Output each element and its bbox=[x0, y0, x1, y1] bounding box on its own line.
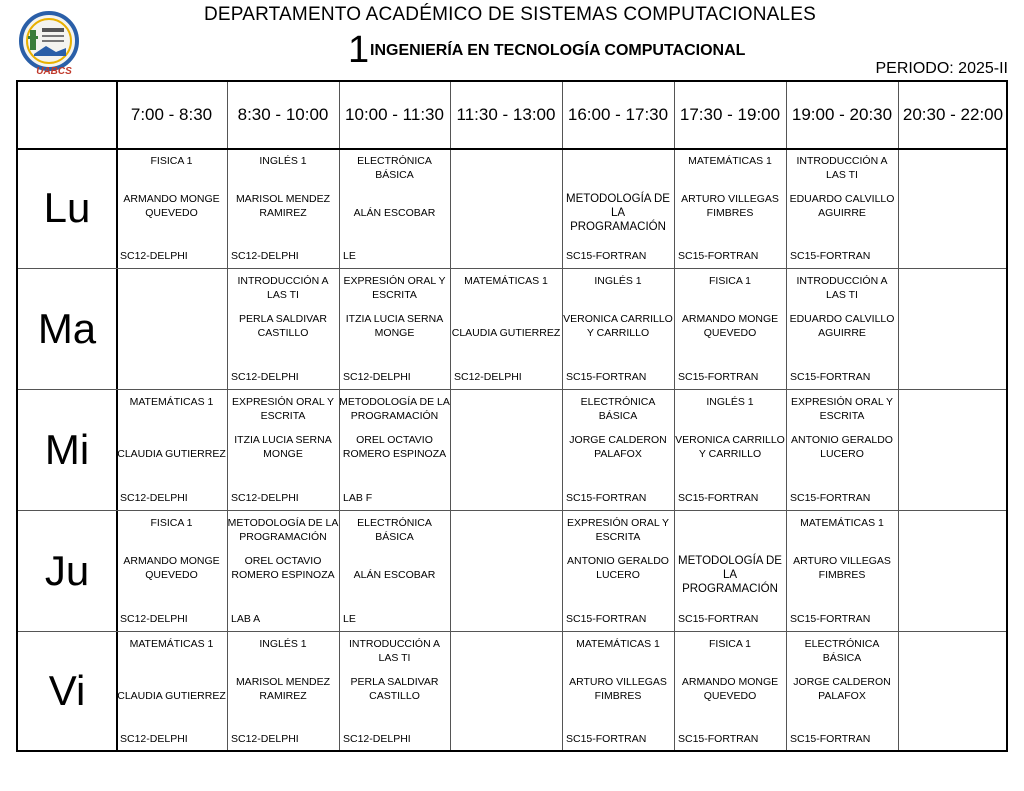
room-label: SC12-DELPHI bbox=[120, 733, 188, 745]
subject-name: INGLÉS 1 bbox=[259, 155, 307, 167]
teacher-name: ARMANDO MONGE QUEVEDO bbox=[123, 555, 220, 581]
teacher-name: ARMANDO MONGE QUEVEDO bbox=[123, 193, 220, 219]
room-label: SC15-FORTRAN bbox=[678, 613, 759, 625]
subject-name: EXPRESIÓN ORAL Y ESCRITA bbox=[790, 396, 894, 422]
subject-name: FISICA 1 bbox=[708, 638, 751, 650]
schedule-cell bbox=[450, 148, 562, 268]
teacher-name: CLAUDIA GUTIERREZ bbox=[451, 327, 561, 339]
schedule-cell bbox=[450, 389, 562, 510]
teacher-name: ITZIA LUCIA SERNA MONGE bbox=[345, 313, 444, 339]
schedule-cell bbox=[339, 510, 450, 631]
day-label: Vi bbox=[48, 667, 86, 714]
teacher-name: METODOLOGÍA DE LA PROGRAMACIÓN bbox=[566, 193, 670, 233]
schedule-table bbox=[16, 80, 1008, 752]
teacher-name: OREL OCTAVIO ROMERO ESPINOZA bbox=[231, 555, 335, 581]
room-label: SC15-FORTRAN bbox=[566, 733, 647, 745]
time-slot-header: 11:30 - 13:00 bbox=[456, 105, 556, 124]
room-label: LE bbox=[343, 613, 356, 625]
time-slot-header: 16:00 - 17:30 bbox=[567, 105, 669, 124]
teacher-name: ARTURO VILLEGAS FIMBRES bbox=[681, 193, 779, 219]
subject-name: METODOLOGÍA DE LA PROGRAMACIÓN bbox=[339, 396, 450, 422]
teacher-name: EDUARDO CALVILLO AGUIRRE bbox=[789, 313, 895, 339]
teacher-name: METODOLOGÍA DE LA PROGRAMACIÓN bbox=[678, 555, 782, 595]
group-number: 1 bbox=[348, 29, 370, 71]
teacher-name: ALÁN ESCOBAR bbox=[353, 207, 436, 219]
teacher-name: ANTONIO GERALDO LUCERO bbox=[567, 555, 669, 581]
room-label: SC15-FORTRAN bbox=[566, 250, 647, 262]
schedule-cell bbox=[227, 268, 339, 389]
subject-name: METODOLOGÍA DE LA PROGRAMACIÓN bbox=[227, 517, 339, 543]
room-label: SC12-DELPHI bbox=[231, 733, 299, 745]
room-label: SC15-FORTRAN bbox=[790, 733, 871, 745]
career-title: INGENIERÍA EN TECNOLOGÍA COMPUTACIONAL bbox=[370, 42, 746, 59]
teacher-name: PERLA SALDIVAR CASTILLO bbox=[239, 313, 327, 339]
teacher-name: JORGE CALDERON PALAFOX bbox=[793, 676, 891, 702]
schedule-cell bbox=[227, 148, 339, 268]
room-label: SC15-FORTRAN bbox=[566, 613, 647, 625]
subject-name: INGLÉS 1 bbox=[706, 396, 754, 408]
room-label: SC15-FORTRAN bbox=[790, 613, 871, 625]
schedule-cell bbox=[898, 631, 1008, 751]
schedule-cell bbox=[227, 510, 339, 631]
room-label: SC15-FORTRAN bbox=[566, 371, 647, 383]
uabcs-logo bbox=[16, 10, 82, 76]
teacher-name: PERLA SALDIVAR CASTILLO bbox=[350, 676, 439, 702]
schedule-cell bbox=[562, 631, 674, 751]
room-label: SC15-FORTRAN bbox=[790, 492, 871, 504]
department-title: DEPARTAMENTO ACADÉMICO DE SISTEMAS COMPUTACIONALES bbox=[203, 4, 817, 25]
subject-name: FISICA 1 bbox=[150, 155, 193, 167]
subject-name: EXPRESIÓN ORAL Y ESCRITA bbox=[343, 275, 446, 301]
schedule-cell bbox=[227, 631, 339, 751]
schedule-cell bbox=[898, 389, 1008, 510]
teacher-name: MARISOL MENDEZ RAMIREZ bbox=[235, 676, 331, 702]
teacher-name: ANTONIO GERALDO LUCERO bbox=[791, 434, 893, 460]
teacher-name: MARISOL MENDEZ RAMIREZ bbox=[235, 193, 331, 219]
teacher-name: ALÁN ESCOBAR bbox=[353, 569, 436, 581]
time-slot-header: 17:30 - 19:00 bbox=[679, 105, 781, 124]
schedule-cell bbox=[562, 510, 674, 631]
subject-name: INTRODUCCIÓN A LAS TI bbox=[237, 275, 329, 301]
schedule-cell bbox=[562, 268, 674, 389]
subject-name: EXPRESIÓN ORAL Y ESCRITA bbox=[231, 396, 335, 422]
teacher-name: VERONICA CARRILLO Y CARRILLO bbox=[675, 434, 785, 460]
schedule-cell bbox=[450, 510, 562, 631]
schedule-cell bbox=[339, 389, 450, 510]
subject-name: EXPRESIÓN ORAL Y ESCRITA bbox=[566, 517, 670, 543]
teacher-name: CLAUDIA GUTIERREZ bbox=[117, 690, 226, 702]
teacher-name: ARMANDO MONGE QUEVEDO bbox=[681, 676, 779, 702]
subject-name: INTRODUCCIÓN A LAS TI bbox=[348, 638, 440, 664]
schedule-cell bbox=[562, 148, 674, 268]
room-label: SC15-FORTRAN bbox=[678, 492, 759, 504]
subject-name: MATEMÁTICAS 1 bbox=[800, 517, 884, 529]
teacher-name: ITZIA LUCIA SERNA MONGE bbox=[234, 434, 332, 460]
room-label: SC12-DELPHI bbox=[120, 250, 188, 262]
schedule-cell bbox=[450, 631, 562, 751]
room-label: SC12-DELPHI bbox=[343, 371, 411, 383]
schedule-cell bbox=[116, 631, 227, 751]
subject-name: MATEMÁTICAS 1 bbox=[464, 275, 548, 287]
room-label: SC12-DELPHI bbox=[231, 371, 299, 383]
subject-name: MATEMÁTICAS 1 bbox=[688, 155, 772, 167]
time-slot-header: 7:00 - 8:30 bbox=[130, 105, 213, 124]
subject-name: ELECTRÓNICA BÁSICA bbox=[580, 396, 656, 422]
schedule-cell bbox=[339, 148, 450, 268]
schedule-cell bbox=[227, 389, 339, 510]
schedule-cell bbox=[898, 510, 1008, 631]
schedule-cell bbox=[116, 510, 227, 631]
room-label: SC15-FORTRAN bbox=[678, 733, 759, 745]
room-label: SC12-DELPHI bbox=[231, 492, 299, 504]
subject-name: INGLÉS 1 bbox=[594, 275, 642, 287]
room-label: SC15-FORTRAN bbox=[790, 250, 871, 262]
schedule-cell bbox=[898, 148, 1008, 268]
schedule-cell bbox=[562, 389, 674, 510]
teacher-name: JORGE CALDERON PALAFOX bbox=[569, 434, 667, 460]
schedule-cell bbox=[786, 510, 898, 631]
room-label: SC15-FORTRAN bbox=[566, 492, 647, 504]
schedule-cell bbox=[674, 510, 786, 631]
schedule-cell bbox=[339, 631, 450, 751]
schedule-cell bbox=[674, 631, 786, 751]
subject-name: MATEMÁTICAS 1 bbox=[129, 396, 214, 408]
schedule-cell bbox=[898, 268, 1008, 389]
period-label: PERIODO: 2025-II bbox=[875, 60, 1008, 77]
schedule-cell bbox=[674, 148, 786, 268]
schedule-cell bbox=[116, 268, 227, 389]
subject-name: INTRODUCCIÓN A LAS TI bbox=[796, 275, 888, 301]
subject-name: ELECTRÓNICA BÁSICA bbox=[357, 155, 432, 181]
schedule-cell bbox=[339, 268, 450, 389]
schedule-cell bbox=[674, 389, 786, 510]
room-label: SC12-DELPHI bbox=[120, 492, 188, 504]
room-label: LAB F bbox=[343, 492, 373, 504]
subject-name: MATEMÁTICAS 1 bbox=[576, 638, 660, 650]
subject-name: ELECTRÓNICA BÁSICA bbox=[357, 517, 432, 543]
room-label: SC12-DELPHI bbox=[120, 613, 188, 625]
subject-name: FISICA 1 bbox=[708, 275, 751, 287]
time-slot-header: 19:00 - 20:30 bbox=[791, 105, 893, 124]
time-slot-header: 10:00 - 11:30 bbox=[345, 105, 444, 124]
subject-name: MATEMÁTICAS 1 bbox=[129, 638, 214, 650]
schedule-cell bbox=[116, 148, 227, 268]
time-slot-header: 8:30 - 10:00 bbox=[237, 105, 329, 124]
schedule-cell bbox=[450, 268, 562, 389]
schedule-cell bbox=[674, 268, 786, 389]
day-label: Ju bbox=[44, 546, 90, 594]
time-slot-header: 20:30 - 22:00 bbox=[902, 105, 1004, 124]
schedule-cell bbox=[786, 389, 898, 510]
subject-name: FISICA 1 bbox=[150, 517, 193, 529]
teacher-name: ARMANDO MONGE QUEVEDO bbox=[681, 313, 779, 339]
svg-text:UABCS: UABCS bbox=[36, 66, 72, 76]
schedule-cell bbox=[786, 631, 898, 751]
schedule-cell bbox=[786, 148, 898, 268]
room-label: SC15-FORTRAN bbox=[678, 250, 759, 262]
teacher-name: ARTURO VILLEGAS FIMBRES bbox=[793, 555, 891, 581]
room-label: LAB A bbox=[231, 613, 261, 625]
schedule-cell bbox=[116, 389, 227, 510]
room-label: SC15-FORTRAN bbox=[790, 371, 871, 383]
room-label: SC12-DELPHI bbox=[343, 733, 411, 745]
day-label: Ma bbox=[37, 304, 97, 352]
teacher-name: ARTURO VILLEGAS FIMBRES bbox=[569, 676, 667, 702]
subject-name: ELECTRÓNICA BÁSICA bbox=[804, 638, 880, 664]
day-label: Mi bbox=[44, 425, 90, 473]
day-label: Lu bbox=[43, 184, 91, 231]
room-label: SC15-FORTRAN bbox=[678, 371, 759, 383]
teacher-name: VERONICA CARRILLO Y CARRILLO bbox=[563, 313, 673, 339]
subject-name: INGLÉS 1 bbox=[259, 638, 307, 650]
room-label: LE bbox=[343, 250, 356, 262]
subject-name: INTRODUCCIÓN A LAS TI bbox=[796, 155, 888, 181]
teacher-name: CLAUDIA GUTIERREZ bbox=[117, 448, 226, 460]
room-label: SC12-DELPHI bbox=[454, 371, 522, 383]
room-label: SC12-DELPHI bbox=[231, 250, 299, 262]
teacher-name: EDUARDO CALVILLO AGUIRRE bbox=[789, 193, 895, 219]
schedule-cell bbox=[786, 268, 898, 389]
teacher-name: OREL OCTAVIO ROMERO ESPINOZA bbox=[342, 434, 447, 460]
